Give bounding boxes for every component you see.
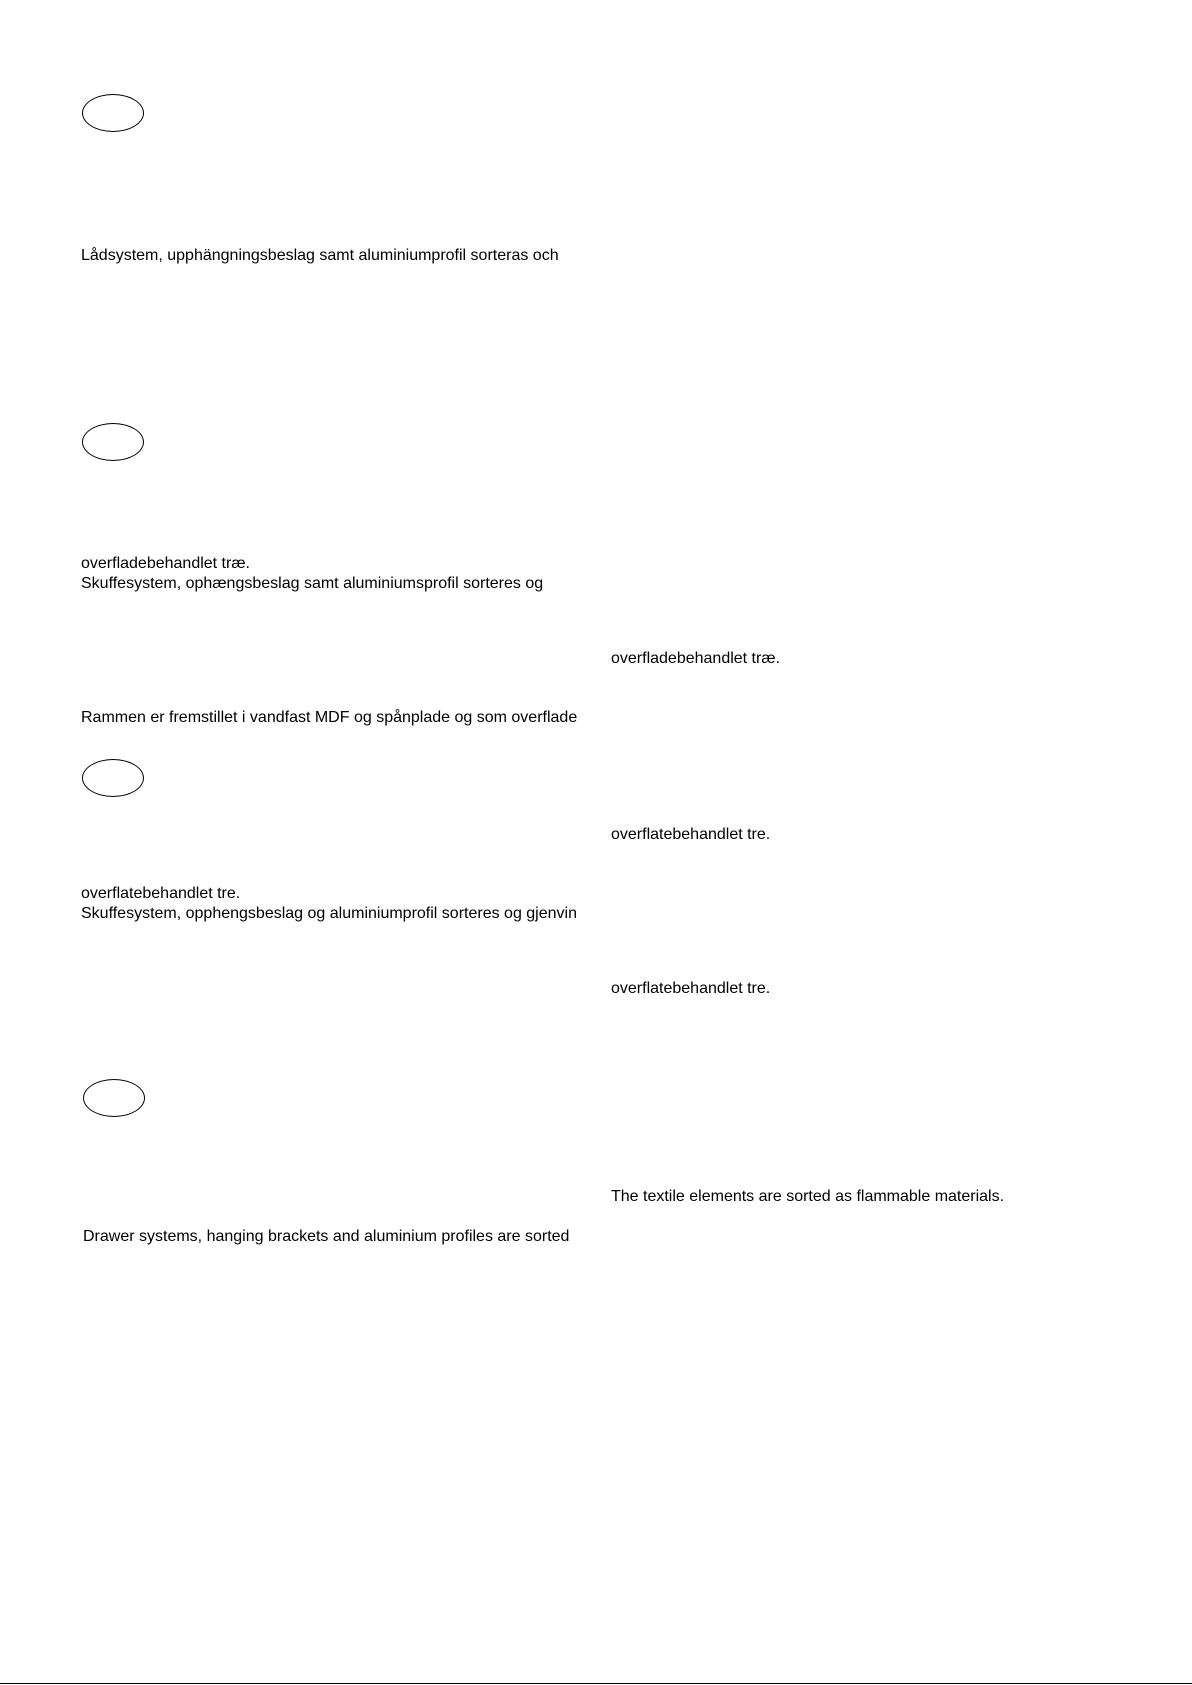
english-right-text-1: The textile elements are sorted as flammable materials. — [611, 1188, 1005, 1205]
footer-rule — [0, 1683, 1192, 1684]
swedish-text-line-1: Lådsystem, upphängningsbeslag samt aluminiumprofil sorteras och — [81, 247, 559, 264]
language-marker-oval-3 — [82, 759, 144, 797]
danish-text-line-2: Skuffesystem, ophængsbeslag samt aluminiumsprofil sorteres og — [81, 575, 544, 592]
english-text-line-1: Drawer systems, hanging brackets and aluminium profiles are sorted — [83, 1228, 570, 1245]
language-marker-oval-1 — [82, 94, 144, 132]
norwegian-text-line-1: overflatebehandlet tre. — [81, 885, 241, 902]
norwegian-text-line-2: Skuffesystem, opphengsbeslag og aluminiumprofil sorteres og gjenvin — [81, 905, 577, 922]
danish-text-line-3: Rammen er fremstillet i vandfast MDF og spånplade og som overflade — [81, 709, 578, 726]
danish-right-text-1: overfladebehandlet træ. — [611, 650, 780, 667]
language-marker-oval-4 — [83, 1079, 145, 1117]
language-marker-oval-2 — [82, 423, 144, 461]
danish-text-line-1: overfladebehandlet træ. — [81, 555, 250, 572]
norwegian-right-text-2: overflatebehandlet tre. — [611, 980, 771, 997]
norwegian-right-text-1: overflatebehandlet tre. — [611, 826, 771, 843]
